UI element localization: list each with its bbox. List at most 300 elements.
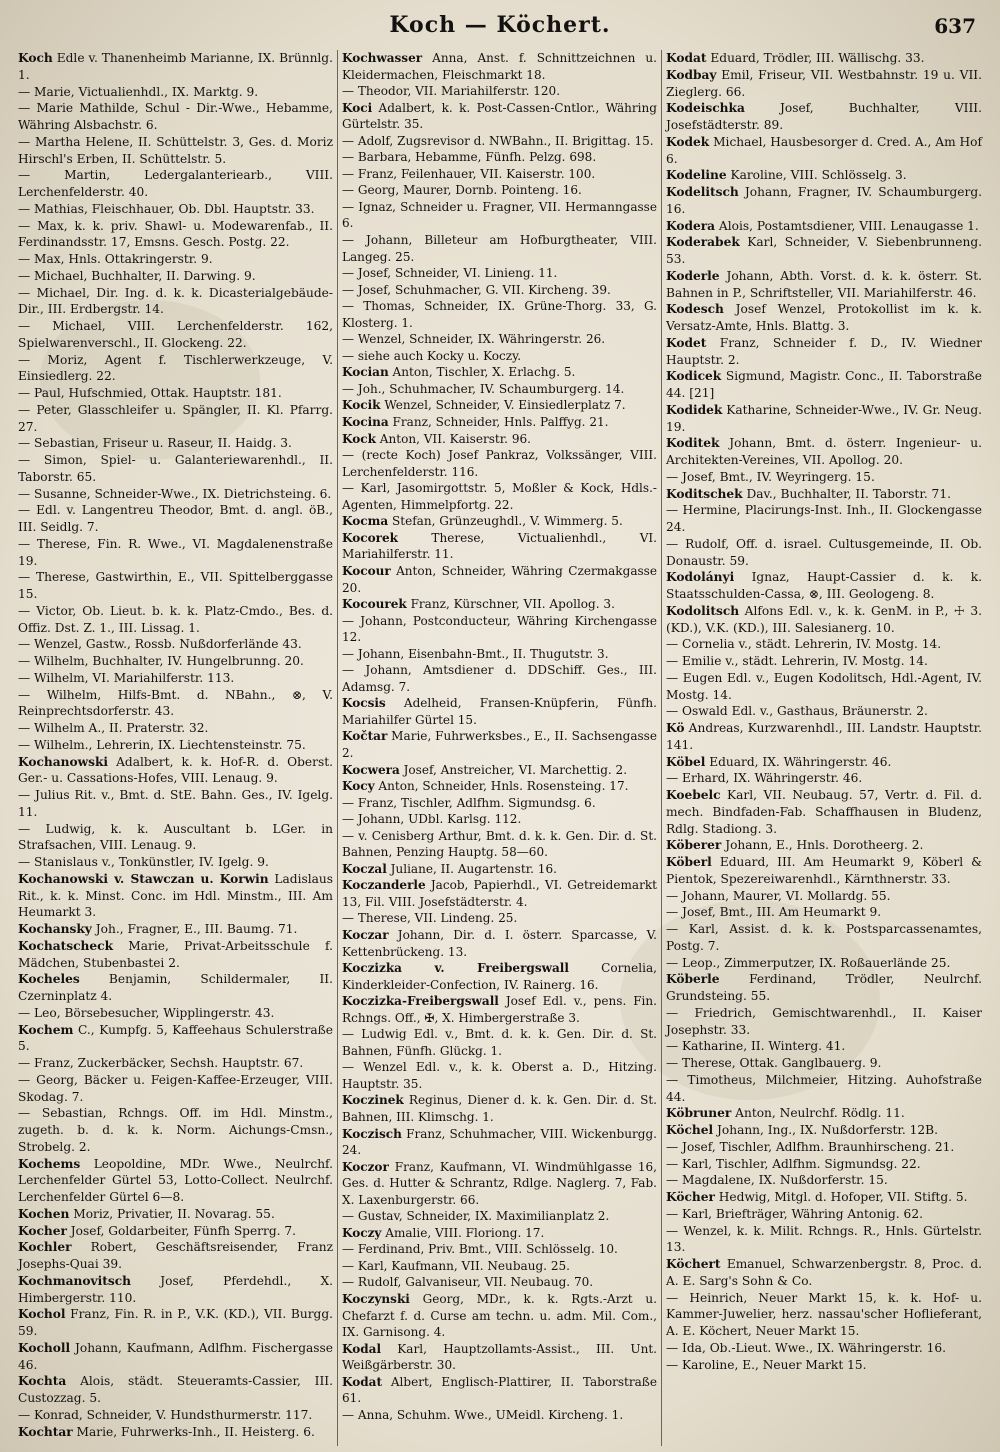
entry-surname: Köbruner [666,1106,732,1121]
entry-surname: Köchert [666,1257,721,1271]
entry-details: Adelheid, Fransen-Knüpferin, Fünfh. Mariahilfer Gürtel 15. [342,696,657,727]
entry-details: — Sebastian, Rchngs. Off. im Hdl. Minstm., zugeth. b. d. k. k. Norm. Aichungs-Cmsn., Strobelg. 2. [18,1106,333,1154]
directory-entry [18,687,333,721]
directory-entry [342,431,657,448]
directory-entry [342,381,657,398]
entry-details: — Ida, Ob.-Lieut. Wwe., IX. Währingerstr. 16. [666,1340,946,1355]
entry-details: Josef Wenzel, Protokollist im k. k. Versatz-Amte, Hnls. Blattg. 3. [666,302,982,333]
entry-details: — Franz, Feilenhauer, VII. Kaiserstr. 100. [342,166,596,181]
entry-surname: Kodat [342,1374,383,1389]
entry-surname: Kocsis [342,696,386,711]
directory-entry [342,100,657,133]
entry-details: — Ignaz, Schneider u. Fragner, VII. Hermanngasse 6. [342,199,657,231]
directory-entry [342,298,657,331]
directory-entry [666,368,982,402]
entry-surname: Kocy [342,779,375,794]
entry-surname: Koczizka-Freibergswall [342,994,499,1009]
directory-entry [666,1139,982,1156]
entry-surname: Kodet [666,335,707,350]
directory-entry [666,603,982,637]
entry-surname: Köberl [666,855,712,869]
directory-entry [18,1022,333,1056]
entry-surname: Kochtar [18,1424,73,1439]
directory-entry [18,1407,333,1424]
entry-surname: Koczar [342,927,389,942]
entry-surname: Kock [342,431,376,446]
directory-entry [342,1291,657,1341]
entry-details: Benjamin, Schildermaler, II. Czerninplatz 4. [18,972,333,1003]
directory-entry [342,778,657,795]
directory-entry [666,268,982,302]
entry-details: — Wenzel, Schneider, IX. Währingerstr. 26. [342,332,606,347]
entry-surname: Kochen [18,1206,70,1221]
entry-details: — Franz, Zuckerbäcker, Sechsh. Hauptstr. 67. [18,1056,304,1070]
directory-entry [18,84,333,101]
directory-entry [342,50,657,83]
directory-entry [342,993,657,1026]
directory-entry [342,149,657,166]
entry-details: — Friedrich, Gemischtwarenhdl., II. Kaiser Josephstr. 33. [666,1005,982,1037]
directory-columns [14,50,986,1446]
directory-entry [666,301,982,335]
entry-surname: Köberle [666,972,720,987]
entry-details: Alois, Postamtsdiener, VIII. Lenaugasse 1. [715,218,979,233]
entry-surname: Kocwera [342,762,400,777]
directory-entry [666,720,982,754]
directory-entry [666,536,982,570]
directory-entry [18,218,333,252]
entry-surname: Kodelitsch [666,185,739,199]
entry-details: Franz, Kürschner, VII. Apollog. 3. [406,597,615,612]
directory-entry [666,1005,982,1039]
entry-details: — Karl, Kaufmann, VII. Neubaug. 25. [342,1258,570,1273]
entry-details: — Max, Hnls. Ottakringerstr. 9. [18,252,213,266]
entry-surname: Kocher [18,1223,67,1238]
directory-entry [18,1273,333,1307]
entry-surname: Koditek [666,436,720,451]
directory-entry [666,486,982,503]
entry-details: — Eugen Edl. v., Eugen Kodolitsch, Hdl.-Agent, IV. Mostg. 14. [666,670,982,702]
entry-details: — Erhard, IX. Währingerstr. 46. [666,771,863,786]
directory-entry [342,232,657,265]
entry-details: — Karl, Tischler, Adlfhm. Sigmundsg. 22. [666,1156,921,1171]
entry-surname: Koczor [342,1159,389,1174]
directory-entry [666,1072,982,1106]
entry-details: Marie, Privat-Arbeitsschule f. Mädchen, Stubenbastei 2. [18,938,333,970]
entry-details: Adalbert, k. k. Post-Cassen-Cntlor., Währing Gürtelstr. 35. [342,100,657,132]
directory-entry [666,955,982,972]
entry-details: — Paul, Hufschmied, Ottak. Hauptstr. 181. [18,386,282,400]
directory-entry [18,921,333,938]
entry-details: — Max, k. k. priv. Shawl- u. Modewarenfab., II. Ferdinandsstr. 17, Emsns. Gesch. Postg. 22. [18,218,333,250]
directory-entry [18,268,333,285]
entry-details: — Marie, Victualienhdl., IX. Marktg. 9. [18,84,259,99]
directory-entry [666,904,982,921]
directory-entry [666,502,982,536]
directory-entry [18,100,333,134]
directory-entry [342,1059,657,1092]
entry-details: — v. Cenisberg Arthur, Bmt. d. k. k. Gen. Dir. d. St. Bahnen, Penzing Hauptg. 58—60. [342,828,657,860]
entry-details: Robert, Geschäftsreisender, Franz Josephs-Quai 39. [18,1240,333,1271]
entry-details: Franz, Fin. R. in P., V.K. (KD.), VII. Burgg. 59. [18,1307,333,1338]
entry-details: Franz, Schneider f. D., IV. Wiedner Hauptstr. 2. [666,335,982,367]
directory-entry [342,348,657,365]
directory-entry [342,646,657,663]
entry-details: Johann, Kaufmann, Adlfhm. Fischergasse 46. [18,1340,333,1372]
directory-entry [666,469,982,486]
directory-entry [18,385,333,402]
entry-details: Josef, Pferdehdl., X. Himbergerstr. 110. [18,1273,333,1305]
entry-details: Cornelia, Kinderkleider-Confection, IV. Rainerg. 16. [342,961,657,992]
entry-details: — Johann, UDbl. Karlsg. 112. [342,812,522,827]
entry-details: — Susanne, Schneider-Wwe., IX. Dietrichsteing. 6. [18,486,332,501]
directory-entry [18,1105,333,1155]
entry-details: — Therese, VII. Lindeng. 25. [342,911,518,926]
entry-details: Stefan, Grünzeughdl., V. Wimmerg. 5. [388,514,623,529]
directory-entry [342,530,657,563]
entry-surname: Kocian [342,365,389,380]
entry-details: — Wilhelm, Hilfs-Bmt. d. NBahn., ⊗, V. Reinprechtsdorferstr. 43. [18,687,333,719]
directory-entry [666,569,982,603]
entry-details: Ferdinand, Trödler, Neulrchf. Grundsteing. 55. [666,972,982,1003]
directory-entry [18,938,333,972]
directory-entry [342,265,657,282]
directory-entry [666,754,982,771]
entry-surname: Kodal [342,1341,382,1356]
entry-details: — Josef, Bmt., III. Am Heumarkt 9. [666,905,882,920]
entry-details: — Hermine, Placirungs-Inst. Inh., II. Glockengasse 24. [666,503,982,534]
directory-entry [666,854,982,888]
directory-entry [666,218,982,235]
directory-entry [342,83,657,100]
directory-entry [18,201,333,218]
entry-details: — Victor, Ob. Lieut. b. k. k. Platz-Cmdo., Bes. d. Offiz. Dst. Z. 1., III. Lissag. 1. [18,603,333,635]
directory-entry [342,1026,657,1059]
directory-entry [18,603,333,637]
entry-details: Reginus, Diener d. k. k. Gen. Dir. d. St. Bahnen, III. Klimschg. 1. [342,1093,657,1124]
directory-entry [342,1374,657,1407]
entry-details: Karl, Hauptzollamts-Assist., III. Unt. Weißgärberstr. 30. [342,1341,657,1373]
entry-details: Johann, Fragner, IV. Schaumburgerg. 16. [666,185,982,216]
directory-entry [18,636,333,653]
directory-entry [342,927,657,960]
entry-surname: Kodolitsch [666,603,740,618]
entry-surname: Koczy [342,1225,382,1240]
directory-entry [666,1357,982,1374]
entry-surname: Koci [342,100,373,115]
entry-details: Anton, Schneider, Währing Czermakgasse 20. [342,563,657,595]
entry-surname: Kocorek [342,530,398,545]
directory-entry [666,921,982,955]
directory-entry [18,502,333,536]
entry-surname: Köchel [666,1123,714,1137]
directory-entry [18,569,333,603]
directory-entry [666,888,982,905]
directory-entry [18,787,333,821]
entry-details: — Johann, Amtsdiener d. DDSchiff. Ges., III. Adamsg. 7. [342,663,657,694]
directory-entry [666,50,982,67]
entry-surname: Köbel [666,754,706,769]
entry-details: — Timotheus, Milchmeier, Hitzing. Auhofstraße 44. [666,1072,982,1104]
entry-details: — Wilhelm, Buchhalter, IV. Hungelbrunng. 20. [18,654,304,668]
directory-entry [342,513,657,530]
directory-entry [342,133,657,150]
directory-entry [342,1159,657,1209]
directory-entry [666,837,982,854]
entry-details: — Therese, Fin. R. Wwe., VI. Magdalenenstraße 19. [18,536,333,568]
entry-surname: Köberer [666,838,722,853]
entry-details: — Ludwig, k. k. Auscultant b. LGer. in Strafsachen, VIII. Lenaug. 9. [18,821,333,853]
directory-entry [18,971,333,1005]
entry-details: Franz, Schuhmacher, VIII. Wickenburgg. 24. [342,1126,657,1158]
directory-entry [666,787,982,837]
entry-surname: Kochol [18,1307,66,1322]
entry-surname: Koczinek [342,1093,404,1108]
directory-entry [342,877,657,910]
entry-details: Franz, Kaufmann, VI. Windmühlgasse 16, Ges. d. Hutter & Schrantz, Rdlge. Naglerg. 7, Fab. X. Laxenburgerstr. 66. [342,1159,657,1207]
directory-entry [342,1241,657,1258]
directory-entry [666,402,982,436]
directory-entry [342,480,657,513]
page-title: Koch — Köchert. [389,12,611,38]
entry-details: — Wilhelm A., II. Praterstr. 32. [18,721,209,735]
entry-surname: Kochwasser [342,51,423,65]
entry-surname: Kodicek [666,369,722,384]
entry-surname: Kocour [342,563,391,578]
directory-entry [18,670,333,687]
entry-details: — Theodor, VII. Mariahilferstr. 120. [342,84,561,99]
entry-details: — Edl. v. Langentreu Theodor, Bmt. d. angl. öB., III. Seidlg. 7. [18,503,333,534]
entry-details: — Karl, Briefträger, Währing Antonig. 62. [666,1206,923,1221]
directory-entry [342,414,657,431]
entry-details: — Mathias, Fleischhauer, Ob. Dbl. Hauptstr. 33. [18,201,315,216]
entry-details: C., Kumpfg. 5, Kaffeehaus Schulerstraße 5. [18,1022,333,1054]
directory-entry [342,910,657,927]
entry-details: Anton, VII. Kaiserstr. 96. [375,431,531,446]
directory-entry [18,1055,333,1072]
directory-entry [666,1290,982,1340]
entry-details: — Johann, Billeteur am Hofburgtheater, VIII. Langeg. 25. [342,233,657,264]
entry-details: Amalie, VIII. Floriong. 17. [381,1225,545,1240]
directory-entry [18,452,333,486]
directory-entry [342,1225,657,1242]
directory-entry [18,50,333,84]
entry-surname: Kodesch [666,302,724,317]
directory-entry [18,318,333,352]
entry-details: — Franz, Tischler, Adlfhm. Sigmundsg. 6. [342,795,596,810]
entry-details: Dav., Buchhalter, II. Taborstr. 71. [742,486,951,501]
directory-entry [666,1189,982,1206]
directory-entry [342,1258,657,1275]
entry-details: Johann, Dir. d. I. österr. Sparcasse, V. Kettenbrückeng. 13. [342,927,657,959]
entry-details: — Leo, Börsebesucher, Wipplingerstr. 43. [18,1005,275,1020]
directory-entry [18,536,333,570]
entry-details: Edle v. Thanenheimb Marianne, IX. Brünnlg. 1. [18,51,333,82]
entry-details: Ladislaus Rit., k. k. Minst. Conc. im Hdl. Minstm., III. Am Heumarkt 3. [18,871,333,920]
entry-details: Josef, Anstreicher, VI. Marchettig. 2. [399,762,628,777]
page-number: 637 [934,14,976,38]
entry-details: Johann, Ing., IX. Nußdorferstr. 12B. [713,1123,939,1137]
entry-details: Franz, Schneider, Hnls. Palffyg. 21. [388,415,609,430]
entry-surname: Kodek [666,134,710,149]
entry-details: Wenzel, Schneider, V. Einsiedlerplatz 7. [380,398,626,413]
entry-details: Josef, Goldarbeiter, Fünfh Sperrg. 7. [66,1223,297,1238]
entry-details: — Wenzel, Gastw., Rossb. Nußdorferlände 43. [18,637,302,652]
directory-entry [666,167,982,184]
entry-details: Eduard, IX. Währingerstr. 46. [705,754,892,769]
entry-details: — Wenzel, k. k. Milit. Rchngs. R., Hnls. Gürtelstr. 13. [666,1223,982,1255]
entry-details: Juliane, II. Augartenstr. 16. [386,861,557,876]
entry-details: — Josef, Tischler, Adlfhm. Braunhirscheng. 21. [666,1139,955,1154]
directory-entry [666,1038,982,1055]
entry-details: — Martha Helene, II. Schüttelstr. 3, Ges. d. Moriz Hirschl's Erben, II. Schüttelstr. 5. [18,134,333,166]
entry-details: — Josef, Bmt., IV. Weyringerg. 15. [666,469,875,484]
entry-details: — Katharine, II. Winterg. 41. [666,1039,846,1054]
entry-details: — Adolf, Zugsrevisor d. NWBahn., II. Brigittag. 15. [342,133,654,148]
directory-entry [666,1256,982,1290]
directory-entry [342,331,657,348]
entry-details: — Rudolf, Off. d. israel. Cultusgemeinde, II. Ob. Donaustr. 59. [666,536,982,568]
directory-entry [666,100,982,134]
directory-entry [18,285,333,319]
directory-entry [666,1055,982,1072]
entry-details: — Moriz, Agent f. Tischlerwerkzeuge, V. Einsiedlerg. 22. [18,352,333,384]
directory-entry [18,737,333,754]
entry-details: — Michael, Buchhalter, II. Darwing. 9. [18,268,256,283]
directory-entry [342,1208,657,1225]
entry-details: — Michael, VIII. Lerchenfelderstr. 162, Spielwarenverschl., II. Glockeng. 22. [18,319,333,350]
entry-surname: Kochanowski [18,754,109,769]
entry-details: Josef Edl. v., pens. Fin. Rchngs. Off., ✠, X. Himbergerstraße 3. [342,994,657,1025]
entry-details: Marie, Fuhrwerks-Inh., II. Heisterg. 6. [72,1424,315,1439]
directory-entry [342,182,657,199]
directory-entry [342,166,657,183]
entry-details: Jacob, Papierhdl., VI. Getreidemarkt 13, Fil. VIII. Josefstädterstr. 4. [342,878,657,909]
entry-details: — Thomas, Schneider, IX. Grüne-Thorg. 33, G. Klosterg. 1. [342,299,657,330]
entry-surname: Koczisch [342,1126,402,1141]
directory-entry [666,184,982,218]
entry-details: Emanuel, Schwarzenbergstr. 8, Proc. d. A. E. Sarg's Sohn & Co. [666,1257,982,1288]
entry-details: Therese, Victualienhdl., VI. Mariahilferstr. 11. [342,530,657,562]
entry-surname: Kodidek [666,402,723,417]
entry-details: — Karl, Jasomirgottstr. 5, Moßler & Kock, Hdls.-Agenten, Himmelpfortg. 22. [342,481,657,512]
column-right [662,50,986,1446]
entry-details: — Julius Rit. v., Bmt. d. StE. Bahn. Ges., IV. Igelg. 11. [18,788,333,819]
directory-entry [18,854,333,871]
entry-details: — Emilie v., städt. Lehrerin, IV. Mostg. 14. [666,654,928,668]
entry-surname: Kochmanovitsch [18,1273,132,1288]
entry-surname: Kochems [18,1156,81,1171]
entry-details: — Cornelia v., städt. Lehrerin, IV. Mostg. 14. [666,637,942,652]
entry-surname: Kochanowski v. Stawczan u. Korwin [18,871,269,886]
column-middle [338,50,662,1446]
entry-details: Andreas, Kurzwarenhdl., III. Landstr. Hauptstr. 141. [666,721,982,752]
entry-details: — Johann, Eisenbahn-Bmt., II. Thugutstr. 3. [342,646,609,661]
directory-entry [18,167,333,201]
entry-surname: Koczizka v. Freibergswall [342,961,569,976]
entry-details: — Joh., Schuhmacher, IV. Schaumburgerg. 14. [342,381,625,396]
entry-surname: Koderle [666,268,720,283]
entry-details: — Rudolf, Galvaniseur, VII. Neubaug. 70. [342,1275,594,1290]
entry-surname: Kochem [18,1022,74,1037]
entry-details: — Georg, Maurer, Dornb. Pointeng. 16. [342,183,582,198]
directory-entry [18,1206,333,1223]
directory-entry [342,613,657,646]
entry-details: Alois, städt. Steueramts-Cassier, III. Custozzag. 5. [18,1374,333,1405]
directory-entry [18,1373,333,1407]
directory-entry [18,352,333,386]
entry-details: Anton, Schneider, Hnls. Rosensteing. 17. [374,779,629,794]
entry-surname: Kocik [342,398,381,413]
entry-surname: Kočtar [342,729,388,744]
entry-surname: Kö [666,721,685,735]
entry-details: — siehe auch Kocky u. Koczy. [342,348,522,363]
entry-details: — Ludwig Edl. v., Bmt. d. k. k. Gen. Dir. d. St. Bahnen, Fünfh. Glückg. 1. [342,1027,657,1058]
directory-entry [342,662,657,695]
entry-details: — Therese, Gastwirthin, E., VII. Spittelberggasse 15. [18,570,333,601]
entry-details: — Marie Mathilde, Schul - Dir.-Wwe., Hebamme, Währing Alsbachstr. 6. [18,101,333,132]
entry-details: — Oswald Edl. v., Gasthaus, Bräunerstr. 2. [666,704,928,719]
directory-entry [342,397,657,414]
directory-entry [666,770,982,787]
directory-entry [342,596,657,613]
entry-details: — Anna, Schuhm. Wwe., UMeidl. Kircheng. 1. [342,1407,624,1422]
directory-entry [342,960,657,993]
directory-entry [666,1340,982,1357]
directory-entry [18,486,333,503]
entry-details: Eduard, Trödler, III. Wällischg. 33. [706,51,925,65]
entry-details: — Therese, Ottak. Ganglbauerg. 9. [666,1056,882,1070]
directory-entry [18,1223,333,1240]
entry-surname: Kocma [342,514,389,529]
directory-entry [18,1005,333,1022]
directory-entry [342,828,657,861]
directory-entry [666,636,982,653]
entry-details: Johann, E., Hnls. Dorotheerg. 2. [721,838,924,853]
directory-entry [18,1239,333,1273]
directory-entry [666,1156,982,1173]
directory-entry [666,234,982,268]
directory-entry [666,1206,982,1223]
directory-entry [342,695,657,728]
column-left [14,50,338,1446]
entry-details: Joh., Fragner, E., III. Baumg. 71. [91,922,298,936]
entry-details: Emil, Friseur, VII. Westbahnstr. 19 u. VII. Zieglerg. 66. [666,67,982,99]
entry-details: — Wilhelm, VI. Mariahilferstr. 113. [18,670,235,685]
entry-surname: Kodat [666,51,707,65]
directory-entry [666,134,982,168]
entry-details: Hedwig, Mitgl. d. Hofoper, VII. Stiftg. 5. [714,1190,968,1204]
entry-details: — Simon, Spiel- u. Galanteriewarenhdl., II. Taborstr. 65. [18,453,333,484]
entry-details: — Konrad, Schneider, V. Hundsthurmerstr. 117. [18,1407,313,1422]
directory-entry [18,821,333,855]
entry-details: — Wilhelm., Lehrerin, IX. Liechtensteinstr. 75. [18,737,306,752]
entry-details: Eduard, III. Am Heumarkt 9, Köberl & Pientok, Spezereiwarenhdl., Kärnthnerstr. 33. [666,855,982,886]
entry-details: Karl, Schneider, V. Siebenbrunneng. 53. [666,235,982,266]
entry-surname: Koditschek [666,486,743,501]
entry-details: Ignaz, Haupt-Cassier d. k. k. Staatsschulden-Cassa, ⊗, III. Geologeng. 8. [666,570,982,601]
directory-entry [18,720,333,737]
entry-surname: Kodolányi [666,570,735,585]
directory-entry [342,728,657,761]
entry-surname: Kochatscheck [18,938,114,953]
entry-details: — Peter, Glasschleifer u. Spängler, II. Kl. Pfarrg. 27. [18,402,333,434]
entry-surname: Kodeischka [666,101,745,116]
directory-entry [18,435,333,452]
entry-details: Alfons Edl. v., k. k. GenM. in P., ☩ 3. (KD.), V.K. (KD.), III. Salesianerg. 10. [666,603,982,635]
directory-entry [342,1126,657,1159]
entry-details: — Johann, Maurer, VI. Mollardg. 55. [666,888,891,903]
